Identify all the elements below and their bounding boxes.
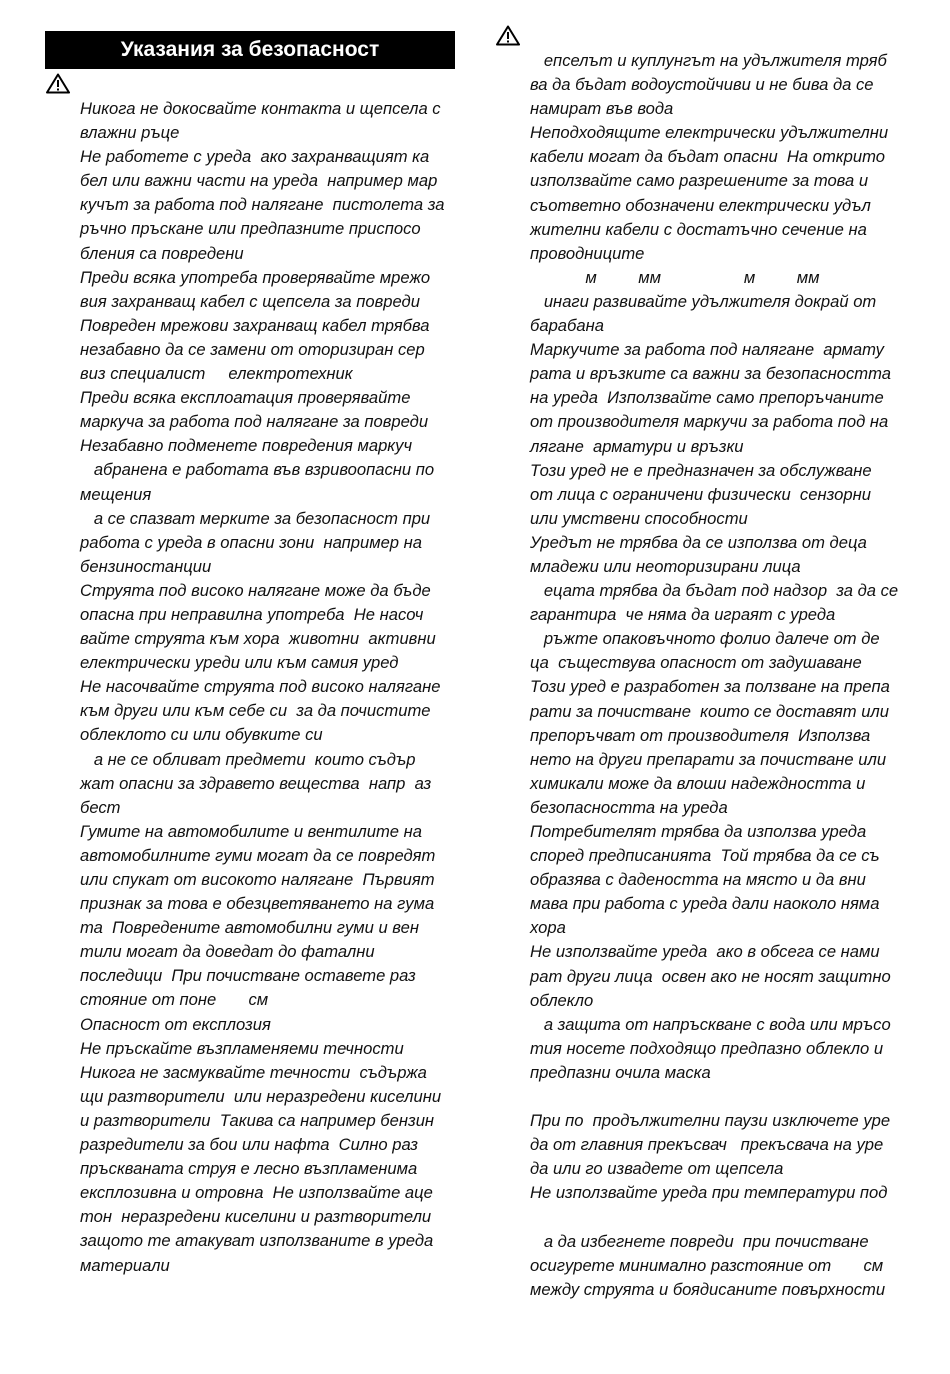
right-column-text bbox=[530, 49, 898, 1302]
text-line: рата и връзките са важни за безопасността bbox=[530, 364, 891, 384]
text-line: осигурете минимално разстояние от см bbox=[530, 1255, 884, 1275]
text-line: гарантира че няма да играят с уреда bbox=[530, 605, 836, 625]
text-line: Незабавно подменете повредения маркуч bbox=[80, 436, 413, 456]
text-line: разредители за бои или нафта Силно раз bbox=[80, 1135, 419, 1155]
text-line: м мм м мм bbox=[530, 267, 820, 287]
text-line: тили могат да доведат до фатални bbox=[80, 942, 375, 962]
text-line: материали bbox=[80, 1255, 170, 1275]
text-line: влажни ръце bbox=[80, 123, 180, 143]
text-line: жителни кабели с достатъчно сечение на bbox=[530, 219, 867, 239]
text-line: а защита от напръскване с вода или мръсо bbox=[530, 1014, 891, 1034]
text-line: Преди всяка употреба проверявайте мрежо bbox=[80, 267, 431, 287]
text-line: младежи или неоторизирани лица bbox=[530, 556, 801, 576]
text-line: вайте струята към хора животни активни bbox=[80, 629, 436, 649]
text-line: Уредът не трябва да се използва от деца bbox=[530, 532, 867, 552]
text-line: ва да бъдат водоустойчиви и не бива да се bbox=[530, 75, 874, 95]
text-line: та Повредените автомобилни гуми и вен bbox=[80, 918, 419, 938]
text-line: между струята и боядисаните повърхности bbox=[530, 1279, 886, 1299]
warning-triangle-icon bbox=[496, 25, 520, 46]
text-line: бест bbox=[80, 797, 121, 817]
text-line: а не се обливат предмети които съдър bbox=[80, 749, 416, 769]
text-line: хора bbox=[530, 918, 566, 938]
text-line: и разтворители Такива са например бензин bbox=[80, 1110, 435, 1130]
section-title bbox=[45, 31, 455, 69]
text-line: да или го извадете от щепсела bbox=[530, 1159, 784, 1179]
text-line: мещения bbox=[80, 484, 152, 504]
text-line: кабели могат да бъдат опасни На открито bbox=[530, 147, 885, 167]
text-line: Този уред е разработен за ползване на препа bbox=[530, 677, 890, 697]
text-line: барабана bbox=[530, 316, 604, 336]
text-line: Не пръскайте възпламеняеми течности bbox=[80, 1038, 404, 1058]
text-line: маркуча за работа под налягане за повреди bbox=[80, 412, 429, 432]
section-title-text: Указания за безопасност bbox=[120, 38, 380, 61]
text-line: Повреден мрежови захранващ кабел трябва bbox=[80, 315, 430, 335]
text-line: ръчно пръскане или предпазните приспосо bbox=[80, 219, 421, 239]
text-line: предпазни очила маска bbox=[530, 1062, 711, 1082]
text-line: рат други лица освен ако не носят защитно bbox=[530, 966, 891, 986]
text-line: към други или към себе си за да почистите bbox=[80, 701, 431, 721]
text-line: безопасността на уреда bbox=[530, 797, 728, 817]
text-line: Маркучите за работа под налягане армату bbox=[530, 340, 884, 360]
text-line: тия носете подходящо предпазно облекло и bbox=[530, 1038, 884, 1058]
warning-triangle-icon bbox=[46, 73, 70, 94]
text-line: незабавно да се замени от оторизиран сер bbox=[80, 339, 425, 359]
text-line: При по продължителни паузи изключете уре bbox=[530, 1111, 891, 1131]
text-line: бления са повредени bbox=[80, 243, 244, 263]
text-line: вия захранващ кабел с щепсела за повреди bbox=[80, 291, 420, 311]
text-line: лягане арматури и връзки bbox=[530, 436, 744, 456]
text-line: автомобилните гуми могат да се повредят bbox=[80, 845, 436, 865]
text-line bbox=[530, 1085, 898, 1109]
text-line: признак за това е обезцветяването на гума bbox=[80, 894, 435, 914]
text-line: намират във вода bbox=[530, 99, 674, 119]
left-column-text bbox=[80, 97, 444, 1278]
text-line: според предписанията Той трябва да се съ bbox=[530, 846, 880, 866]
text-line: ца съществува опасност от задушаване bbox=[530, 653, 862, 673]
text-line: облеклото си или обувките си bbox=[80, 725, 323, 745]
text-line: на уреда Използвайте само препоръчаните bbox=[530, 388, 884, 408]
text-line: Този уред не е предназначен за обслужване bbox=[530, 460, 872, 480]
text-line: Никога не докосвайте контакта и щепсела с bbox=[80, 99, 441, 118]
text-line: а се спазват мерките за безопасност при bbox=[80, 508, 431, 528]
text-line: съответно обозначени електрически удъл bbox=[530, 195, 871, 215]
text-line: последици При почистване оставете раз bbox=[80, 966, 416, 986]
text-line: Струята под високо налягане може да бъде bbox=[80, 580, 431, 600]
text-line: Опасност от експлозия bbox=[80, 1014, 271, 1034]
text-line: а да избегнете повреди при почистване bbox=[530, 1231, 869, 1251]
text-line: или умствени способности bbox=[530, 508, 748, 528]
text-line: или спукат от високото налягане Първият bbox=[80, 870, 435, 889]
text-line: мава при работа с уреда дали наоколо няма bbox=[530, 894, 880, 914]
text-line: експлозивна и отровна Не използвайте аце bbox=[80, 1183, 433, 1203]
text-line: проводниците bbox=[530, 243, 645, 263]
text-line: електрически уреди или към самия уред bbox=[80, 653, 399, 673]
text-line: жат опасни за здравето вещества напр аз bbox=[80, 773, 432, 793]
text-line: Не използвайте уреда при температури под bbox=[530, 1183, 888, 1203]
text-line: нето на други препарати за почистване или bbox=[530, 749, 887, 769]
text-line: облекло bbox=[530, 990, 594, 1010]
text-line: препоръчват от производителя Използва bbox=[530, 725, 871, 745]
text-line: Неподходящите електрически удължителни bbox=[530, 123, 889, 143]
text-line: кучът за работа под налягане пистолета за bbox=[80, 195, 445, 215]
text-line: ръжте опаковъчното фолио далече от де bbox=[530, 629, 880, 649]
text-line bbox=[530, 1206, 898, 1230]
text-line: защото те атакуват използваните в уреда bbox=[80, 1231, 434, 1251]
text-line: работа с уреда в опасни зони например на bbox=[80, 532, 423, 552]
text-line: ецата трябва да бъдат под надзор за да се bbox=[530, 581, 899, 601]
text-line: от производителя маркучи за работа под на bbox=[530, 412, 889, 432]
text-line: стояние от поне см bbox=[80, 990, 269, 1010]
text-line: бензиностанции bbox=[80, 556, 212, 576]
text-line: Потребителят трябва да използва уреда bbox=[530, 822, 867, 841]
text-line: тон неразредени киселини и разтворители bbox=[80, 1207, 432, 1227]
text-line: Никога не засмуквайте течности съдържа bbox=[80, 1062, 427, 1082]
text-line: абранена е работата във взривоопасни по bbox=[80, 460, 435, 480]
text-line: Не използвайте уреда ако в обсега се нами bbox=[530, 942, 880, 962]
text-line: да от главния прекъсвач прекъсвача на уре bbox=[530, 1135, 884, 1155]
text-line: епселът и куплунгът на удължителя тряб bbox=[530, 51, 887, 70]
text-line: използвайте само разрешените за това и bbox=[530, 171, 869, 191]
text-line: пръскваната струя е лесно възпламенима bbox=[80, 1159, 418, 1179]
text-line: Преди всяка експлоатация проверявайте bbox=[80, 388, 411, 408]
text-line: химикали може да влоши надеждността и bbox=[530, 773, 866, 793]
text-line: рати за почистване които се доставят или bbox=[530, 701, 890, 721]
text-line: щи разтворители или неразредени киселини bbox=[80, 1086, 442, 1106]
text-line: опасна при неправилна употреба Не насоч bbox=[80, 604, 424, 624]
text-line: от лица с ограничени физически сензорни bbox=[530, 484, 871, 504]
text-line: виз специалист електротехник bbox=[80, 364, 353, 384]
text-line: инаги развивайте удължителя докрай от bbox=[530, 291, 877, 311]
text-line: Гумите на автомобилите и вентилите на bbox=[80, 821, 422, 841]
text-line: бел или важни части на уреда например мар bbox=[80, 171, 438, 191]
text-line: образява с дадеността на място и да вни bbox=[530, 870, 866, 890]
text-line: Не насочвайте струята под високо налягане bbox=[80, 677, 441, 697]
text-line: Не работете с уреда ако захранващият ка bbox=[80, 147, 430, 167]
